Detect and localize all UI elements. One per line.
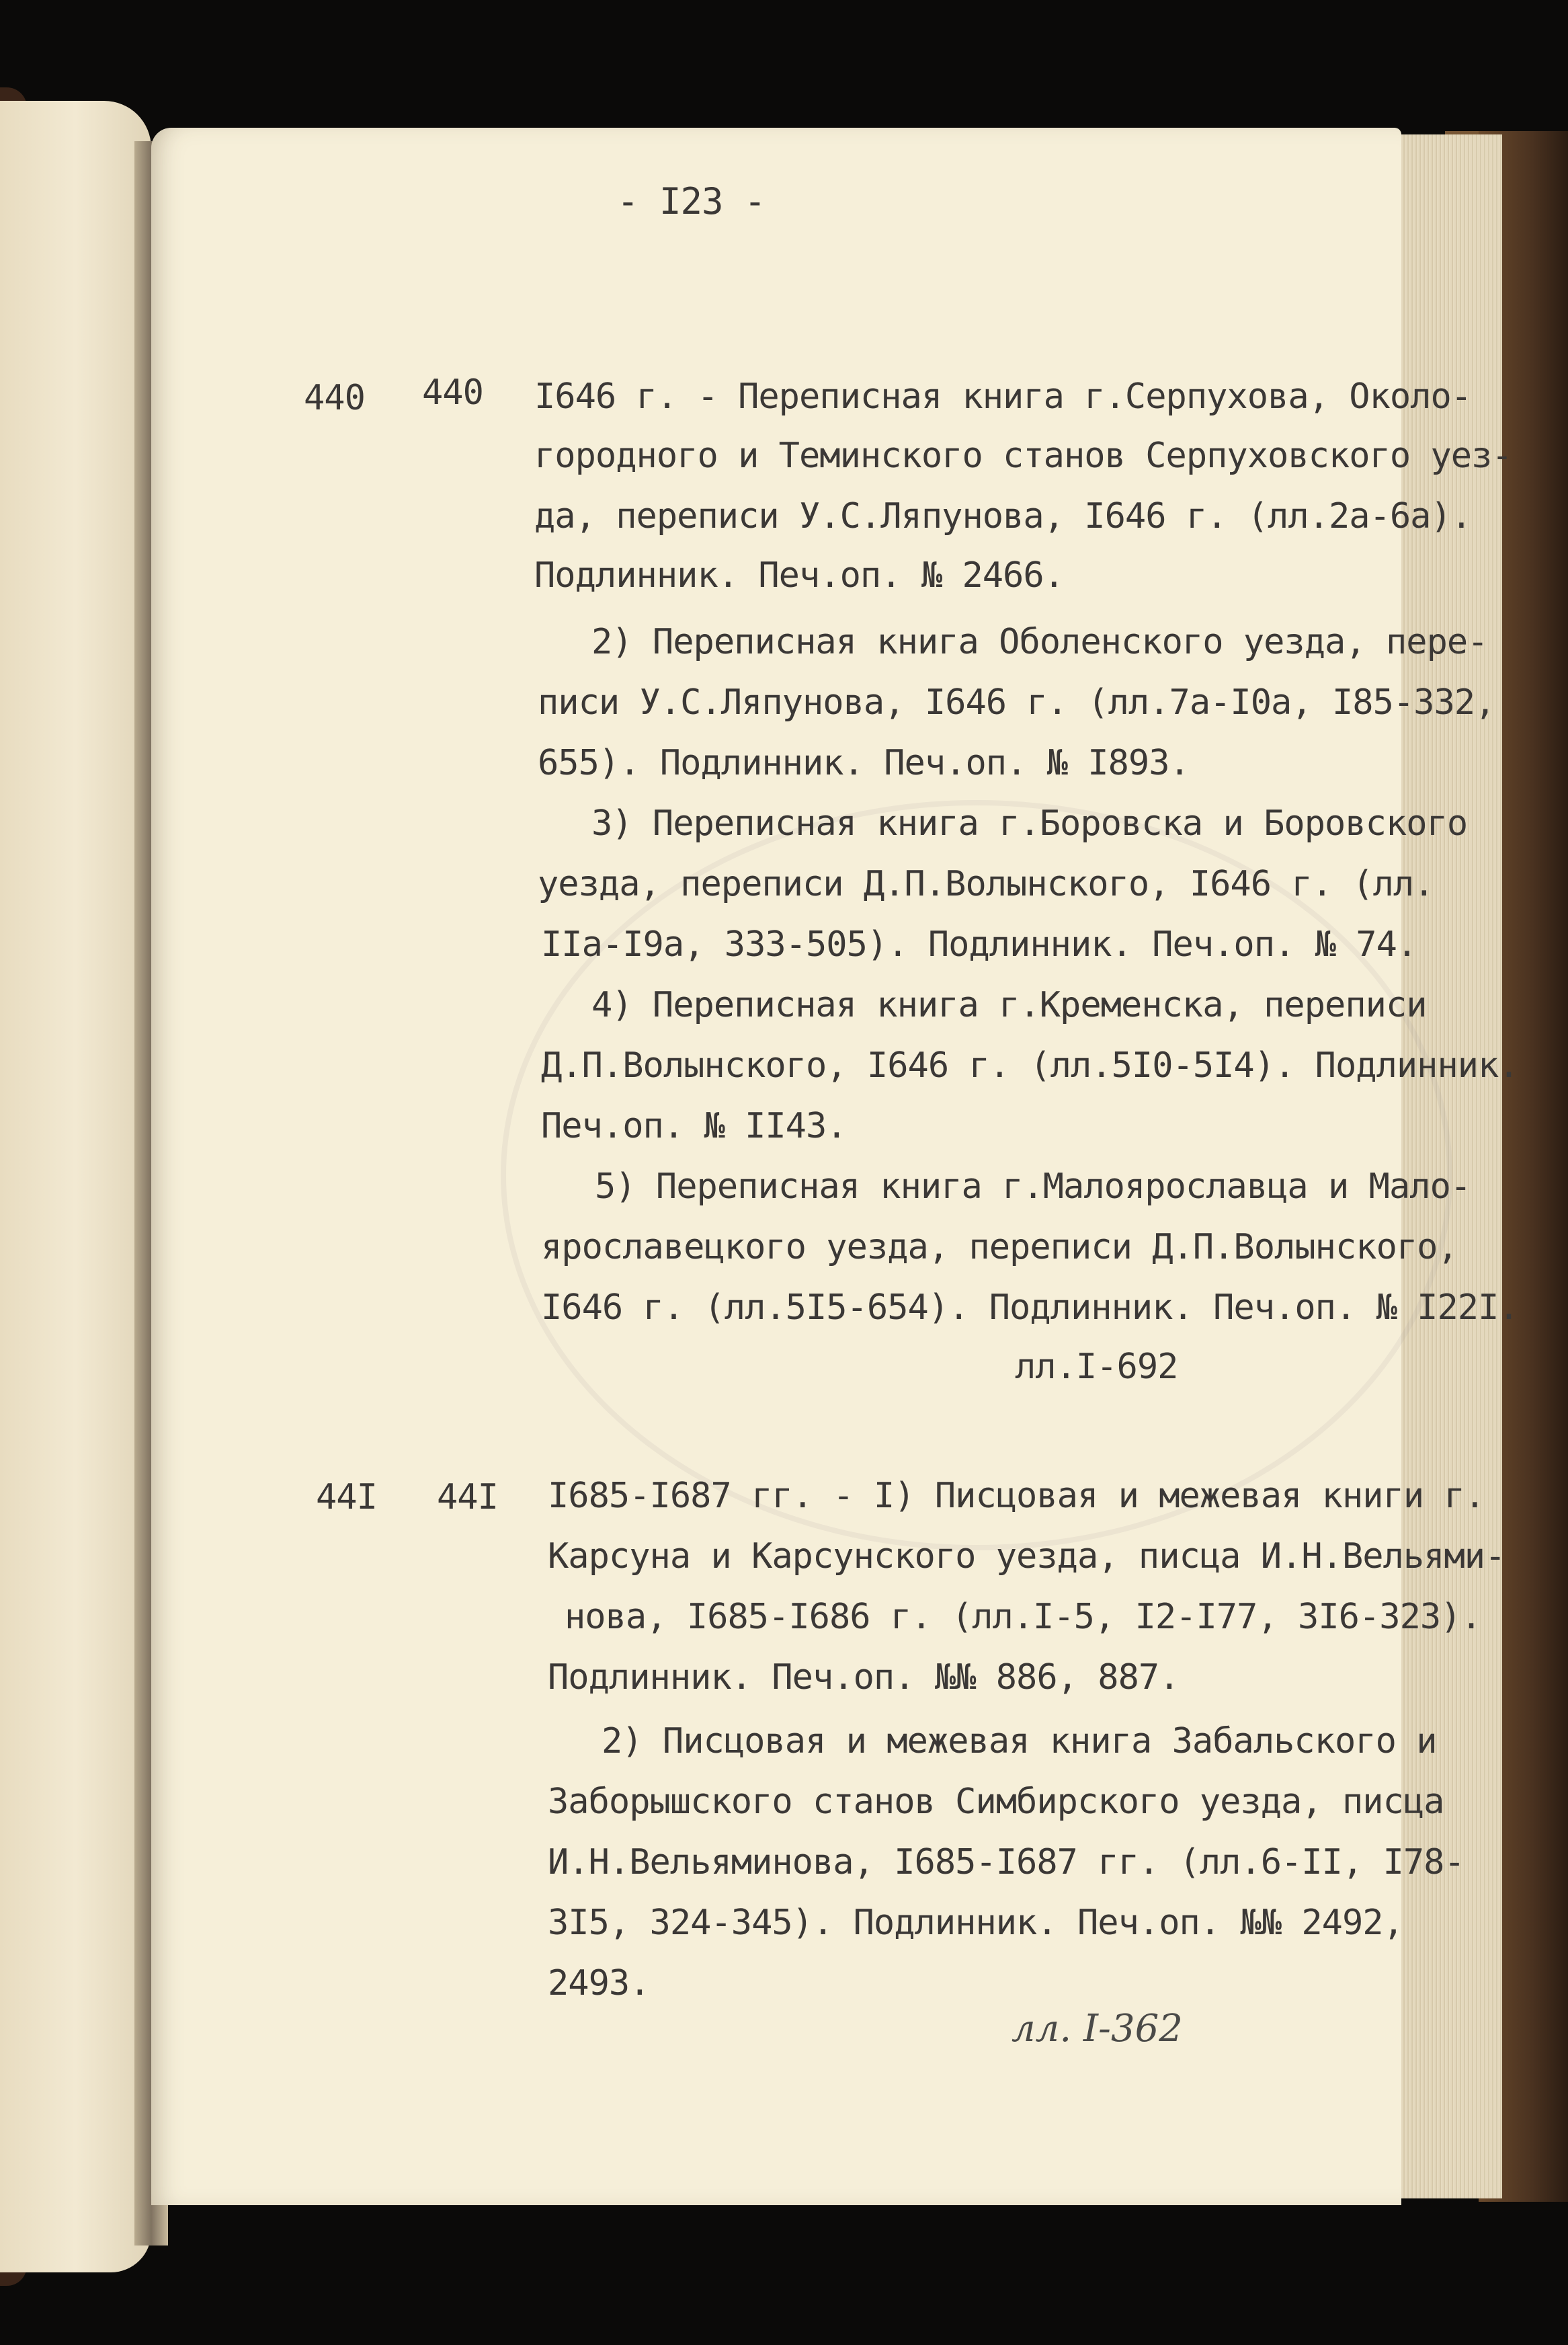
entry-text-line: ярославецкого уезда, переписи Д.П.Волынского, [541,1227,1458,1267]
entry-text-line: Подлинник. Печ.оп. №№ 886, 887. [548,1657,1180,1698]
folio-range-note: лл.I-692 [1015,1347,1178,1387]
entry-text-line: писи У.С.Ляпунова, I646 г. (лл.7а-I0а, I85-332, [538,682,1495,723]
entry-text-line: I646 г. - Переписная книга г.Серпухова, Около- [534,376,1472,417]
entry-text-line: 3I5, 324-345). Подлинник. Печ.оп. №№ 2492, [548,1903,1403,1943]
entry-text-line: 2) Переписная книга Оболенского уезда, пере- [591,622,1488,662]
entry-text-line: 655). Подлинник. Печ.оп. № I893. [538,743,1190,783]
entry-text-line: Подлинник. Печ.оп. № 2466. [534,555,1064,596]
entry-text-line: нова, I685-I686 г. (лл.I-5, I2-I77, 3I6-323). [565,1597,1481,1637]
entry-text-line: Заборышского станов Симбирского уезда, писца [548,1782,1444,1822]
entry-text-line: уезда, переписи Д.П.Волынского, I646 г. (лл. [538,864,1434,904]
entry-text-line: Карсуна и Карсунского уезда, писца И.Н.Вельями- [548,1536,1505,1577]
entry-text-line: Д.П.Волынского, I646 г. (лл.5I0-5I4). Подлинник. [541,1045,1519,1086]
entry-number-archive: 440 [304,378,365,418]
entry-text-line: 3) Переписная книга г.Боровска и Боровского [591,803,1468,844]
page-number: - I23 - [617,180,766,223]
entry-text-line: 2493. [548,1963,650,2003]
entry-number-inventory: 440 [422,372,483,413]
entry-text-line: I646 г. (лл.5I5-654). Подлинник. Печ.оп. № I22I. [541,1287,1519,1328]
entry-text-line: И.Н.Вельяминова, I685-I687 гг. (лл.6-II, I78- [548,1842,1464,1882]
handwritten-folio-note: лл. I-362 [1012,2007,1183,2051]
entry-text-line: I685-I687 гг. - I) Писцовая и межевая книги г. [548,1476,1485,1516]
entry-number-inventory: 44I [437,1477,498,1517]
entry-number-archive: 44I [316,1477,377,1517]
entry-text-line: городного и Теминского станов Серпуховского уез- [534,436,1512,476]
entry-text-line: 4) Переписная книга г.Кременска, переписи [591,985,1427,1025]
entry-text-line: Печ.оп. № II43. [541,1106,847,1146]
left-page [0,101,151,2272]
entry-text-line: IIа-I9а, 333-505). Подлинник. Печ.оп. № 74. [541,924,1417,965]
entry-text-line: 5) Переписная книга г.Малоярославца и Мало- [595,1166,1471,1207]
entry-text-line: 2) Писцовая и межевая книга Забальского и [602,1721,1437,1761]
entry-text-line: да, переписи У.С.Ляпунова, I646 г. (лл.2а-6а). [534,496,1472,536]
